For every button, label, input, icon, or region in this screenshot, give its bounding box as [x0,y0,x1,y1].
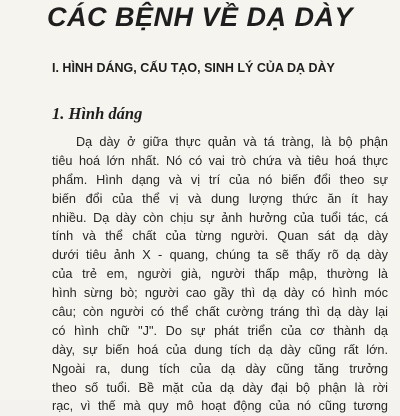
paragraph-line: câu; còn người có thể chất cường tráng thì dạ dày lại [52,305,388,320]
paragraph-line: có hình chữ "J". Do sự phát triển của cơ thành dạ [52,323,388,338]
paragraph-line: tính và thể chất của từng người. Quan sát dạ dày [52,229,388,244]
paragraph-line: dày, sự biến hoá của dung tích dạ dày cũng rất lớn. [52,342,388,357]
paragraph-line: tiêu hoá lớn nhất. Nó có vai trò chứa và tiêu hoá thực [52,153,388,168]
section-heading: I. HÌNH DÁNG, CẤU TẠO, SINH LÝ CỦA DẠ DÀY [52,61,335,75]
paragraph-line: phẩm. Hình dạng và vị trí của nó biến đổi theo sự [52,172,388,187]
paragraph-line: Dạ dày ở giữa thực quản và tá tràng, là bộ phận [76,135,388,149]
paragraph-line: dưới tiêu ảnh X - quang, chúng ta sẽ thấy rõ dạ dày [52,248,388,263]
paragraph-line: nhiều. Dạ dày còn chịu sự ảnh hưởng của tuổi tác, cá [52,210,388,225]
paragraph-line: hình sừng bò; người cao gầy thì dạ dày có hình móc [52,286,388,301]
body-paragraph [52,133,388,416]
paragraph-line: biến đổi của thể vị và dung lượng thức ăn ít hay [52,191,388,206]
paragraph-line: của trẻ em, người già, người thấp mập, thường là [52,267,388,282]
paragraph-line: theo số tuổi. Bề mặt của dạ dày đại bộ phận là rời [52,380,388,395]
paragraph-line: rạc, vì thế mà quy mô hoạt động của nó cũng tương [52,399,388,414]
chapter-title: CÁC BỆNH VỀ DẠ DÀY [46,2,354,32]
paragraph-line: Ngoài ra, dung tích của dạ dày cũng tăng trưởng [52,361,388,376]
subsection-heading: 1. Hình dáng [52,104,143,123]
